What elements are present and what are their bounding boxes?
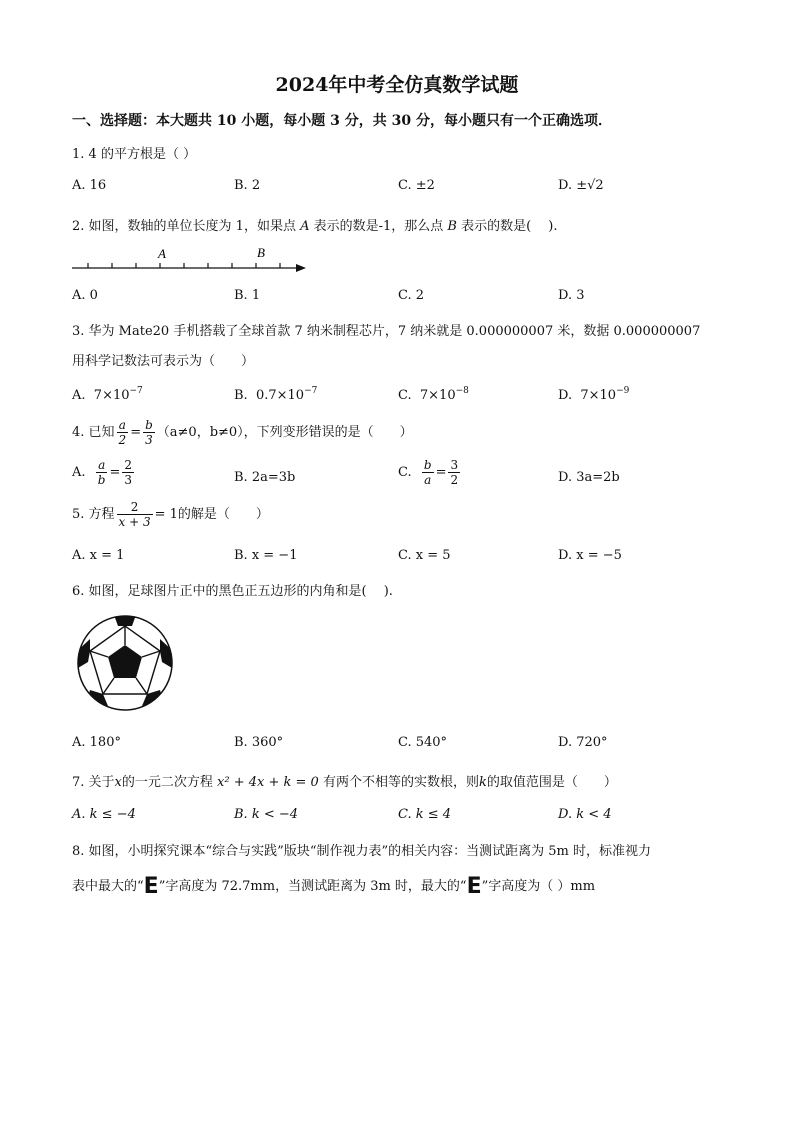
q7-text: 的一元二次方程 [121,775,213,790]
tick-marks [88,263,280,268]
q4-option-d: D. 3a=2b [558,470,620,485]
q4-option-a: A. $\frac{a}{b}$ = $\frac{2}{3}$ [72,458,133,487]
question-6-stem: 6. 如图，足球图片正中的黑色正五边形的内角和是( ). [72,584,393,599]
q6-option-c: C. 540° [398,735,448,750]
fraction [122,458,134,487]
q8-text: 表中最大的“ [72,879,144,894]
numerator: 3 [450,458,459,472]
fraction [96,458,108,487]
option-exponent: −7 [129,386,143,396]
option-label: D. [558,388,573,403]
q7-option-a: A. k ≤ −4 [72,807,136,822]
numerator: b [423,458,432,472]
q5-prefix: 5. 方程 [72,507,115,522]
q6-option-a: A. 180° [72,735,121,750]
q2-option-a: A. 0 [72,288,98,303]
q4-option-b: B. 2a=3b [234,470,296,485]
denominator: x + 3 [118,515,151,529]
q4-condition: （a≠0，b≠0），下列变形错误的是（ ） [156,425,413,440]
q6-option-d: D. 720° [558,735,608,750]
question-5-stem [72,500,269,529]
q8-text: ”字高度为（ ）mm [481,879,596,894]
option-label: A. [72,388,86,403]
option-label: C. [398,388,412,403]
q3-option-a [72,386,143,403]
q2-stem-part: 表示的数是( ). [456,219,558,234]
q4-option-c: C. $\frac{b}{a}$ = $\frac{3}{2}$ [398,458,459,487]
label-point-b: B [257,245,265,260]
q2-point-b: B [447,219,457,234]
question-1-stem: 1. 4 的平方根是（ ） [72,147,197,162]
q2-stem-part: 表示的数是-1，那么点 [309,219,448,234]
denominator: a [424,473,432,487]
question-8-stem-line1: 8. 如图，小明探究课本“综合与实践”版块“制作视力表”的相关内容：当测试距离为 5m 时，标准视力 [72,844,651,859]
q5-option-a: A. x = 1 [72,548,125,563]
page-title: 2024年中考全仿真数学试题 [275,74,519,96]
option-mantissa: 7×10 [93,388,130,403]
numerator: b [145,418,153,432]
q7-var-k: k [478,775,487,790]
option-exponent: −8 [455,386,469,396]
q5-option-d: D. x = −5 [558,548,622,563]
q5-option-b: B. x = −1 [234,548,298,563]
question-4-stem [72,418,413,447]
option-label: A. [72,465,86,480]
q4-prefix: 4. 已知 [72,425,115,440]
option-mantissa: 7×10 [580,388,617,403]
q3-option-c [398,386,469,403]
option-exponent: −7 [304,386,318,396]
q8-text: ”字高度为 72.7mm，当测试距离为 3m 时，最大的“ [158,879,467,894]
q7-equation: x² + 4x + k = 0 [217,775,319,790]
q5-suffix: = 1的解是（ ） [154,507,269,522]
option-mantissa: 7×10 [419,388,456,403]
option-mantissa: 0.7×10 [255,388,305,403]
soccer-ball-image [74,612,176,714]
denominator: 2 [118,433,127,447]
q2-option-d: D. 3 [558,288,585,303]
vision-chart-e-symbol: E [466,874,482,899]
numerator: 2 [117,500,153,515]
q2-option-c: C. 2 [398,288,425,303]
section-heading: 一、选择题：本大题共 10 小题，每小题 3 分，共 30 分，每小题只有一个正确选项． [72,113,612,129]
question-3-stem-line1: 3. 华为 Mate20 手机搭载了全球首款 7 纳米制程芯片，7 纳米就是 0.000000007 米，数据 0.000000007 [72,324,701,339]
fraction-b-over-3 [143,418,155,447]
q7-option-c: C. k ≤ 4 [398,807,452,822]
q3-option-b [234,386,317,403]
q2-stem-part: 2. 如图，数轴的单位长度为 1，如果点 [72,219,301,234]
fraction [448,458,460,487]
fraction-a-over-2 [117,418,129,447]
numerator: 2 [124,458,133,472]
q6-option-b: B. 360° [234,735,284,750]
label-point-a: A [158,246,166,261]
numerator: a [117,418,129,433]
denominator: 2 [450,473,459,487]
number-line-figure [68,240,313,276]
fraction [422,458,434,487]
q3-option-d [558,386,629,403]
option-label: C. [398,465,412,480]
denominator: 3 [124,473,133,487]
vision-chart-e-symbol: E [143,874,159,899]
q5-option-c: C. x = 5 [398,548,451,563]
q1-option-b: B. 2 [234,178,261,193]
q1-option-a: A. 16 [72,178,107,193]
q2-point-a: A [300,219,310,234]
question-3-stem-line2: 用科学记数法可表示为（ ） [72,354,255,369]
q1-option-d: D. ±√2 [558,178,604,193]
q7-option-b: B. k < −4 [234,807,299,822]
option-label: B. [234,388,248,403]
q7-text: 的取值范围是（ ） [486,775,617,790]
q2-option-b: B. 1 [234,288,261,303]
q7-text: 7. 关于 [72,775,115,790]
q7-var-x: x [114,775,122,790]
equals-sign: = [130,425,142,440]
question-2-stem [72,215,558,234]
option-exponent: −9 [616,386,630,396]
denominator: b [97,473,106,487]
question-7-stem [72,771,617,790]
fraction-2-over-x-plus-3 [117,500,153,529]
q7-option-d: D. k < 4 [558,807,612,822]
numerator: a [96,458,108,473]
q7-text: 有两个不相等的实数根，则 [322,775,479,790]
question-8-stem-line2 [72,874,595,899]
axis-arrow-icon [296,264,306,272]
denominator: 3 [145,433,153,447]
q1-option-c: C. ±2 [398,178,435,193]
